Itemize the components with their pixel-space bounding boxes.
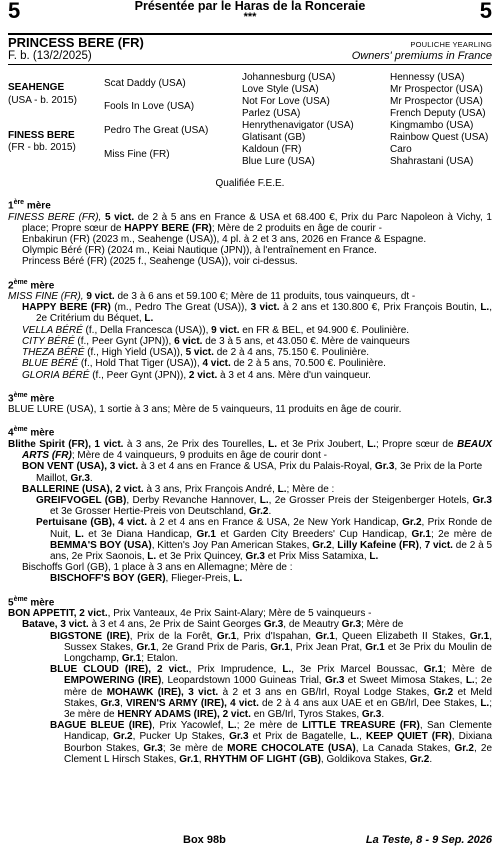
- produce-entry: Princess Béré (FR) (2025 f., Seahenge (USA)), voir ci-dessus.: [22, 256, 298, 268]
- produce-entry: BON VENT (USA), 3 vict. à 3 et 4 ans en France & USA, Prix du Palais-Royal, Gr.3, 3e Prix de la Porte Maillot, Gr.3.: [22, 461, 483, 484]
- pedigree-gen3: Henrythenavigator (USA): [242, 120, 354, 131]
- pedigree-gen3: Kaldoun (FR): [242, 144, 302, 155]
- pedigree-gen3: Johannesburg (USA): [242, 72, 336, 83]
- pedigree-gen3: Love Style (USA): [242, 84, 319, 95]
- produce-entry: BISCHOFF'S BOY (GER), Flieger-Preis, L.: [50, 573, 243, 585]
- pedigree-sire: SEAHENGE: [8, 82, 65, 93]
- pedigree-gen2: Miss Fine (FR): [104, 149, 170, 160]
- pedigree-sire-info: (USA - b. 2015): [8, 95, 77, 106]
- pedigree-gen3: Not For Love (USA): [242, 96, 330, 107]
- pedigree-gen4: Rainbow Quest (USA): [390, 132, 489, 143]
- produce-entry: Enbakirun (FR) (2023 m., Seahenge (USA)), 4 pl. à 2 et 3 ans, 2026 en France & Espagne.: [22, 233, 427, 245]
- pedigree-gen4: Caro: [390, 144, 412, 155]
- lot-number-right: 5: [479, 0, 492, 23]
- produce-entry: BALLERINE (USA), 2 vict. à 3 ans, Prix François André, L.; Mère de :: [22, 483, 335, 495]
- section-heading: 2ème mère: [8, 278, 55, 291]
- produce-entry: GLORIA BÉRÉ (f., Peer Gynt (JPN)), 2 vict. à 3 et 4 ans. Mère d'un vainqueur.: [22, 369, 371, 381]
- box-number: Box 98b: [183, 834, 226, 846]
- section-heading: 4ème mère: [8, 426, 55, 439]
- pedigree-gen3: Glatisant (GB): [242, 132, 306, 143]
- pedigree-gen3: Blue Lure (USA): [242, 156, 315, 167]
- presenter-line: Présentée par le Haras de la Ronceraie: [134, 0, 366, 13]
- horse-name: PRINCESS BERE (FR): [8, 35, 144, 50]
- lot-number-left: 5: [8, 0, 21, 23]
- sale-location-date: La Teste, 8 - 9 Sep. 2026: [365, 834, 492, 846]
- produce-record: [8, 197, 492, 765]
- pedigree-dam-info: (FR - bb. 2015): [8, 142, 76, 153]
- horse-description: F. b. (13/2/2025): [8, 50, 92, 62]
- produce-entry: GREIFVOGEL (GB), Derby Revanche Hannover, L., 2e Grosser Preis der Steigenberger Hotels, Gr.3 et 3e Grosser Hertie-Preis von Deutschland, Gr.2.: [36, 494, 492, 518]
- qualification-note: Qualifiée F.E.E.: [215, 178, 285, 189]
- pedigree-gen2: Pedro The Great (USA): [104, 125, 209, 136]
- pedigree-gen2: Scat Daddy (USA): [104, 78, 186, 89]
- produce-entry: BLUE BÉRÉ (f., Hold That Tiger (USA)), 4 vict. de 2 à 5 ans, 70.500 €. Poulinière.: [22, 358, 386, 370]
- pedigree-gen4: Hennessy (USA): [390, 72, 465, 83]
- produce-entry: BIGSTONE (IRE), Prix de la Forêt, Gr.1, Prix d'Ispahan, Gr.1, Queen Elizabeth II Stakes, Gr.1, Sussex Stakes, Gr.1, 2e Grand Prix de Paris, Gr.1, Prix Jean Prat, Gr.1 et 3e Prix du Moulin de Longchamp, Gr.1; Etalon.: [50, 630, 493, 664]
- produce-entry: CITY BÉRÉ (f., Peer Gynt (JPN)), 6 vict. de 3 à 5 ans, et 43.050 €. Mère de vainqueurs: [22, 335, 410, 347]
- section-heading: 3ème mère: [8, 391, 55, 405]
- produce-entry: BLUE CLOUD (IRE), 2 vict., Prix Imprudence, L., 3e Prix Marcel Boussac, Gr.1; Mère de EMPOWERING (IRE), Leopardstown 1000 Guineas Trial, Gr.3 et Sweet Mimosa Stakes, L.; 2e mère de MOHAWK (IRE), 3 vict. à 2 et 3 ans en GB/Irl, Royal Lodge Stakes, Gr.2 et Meld Stakes, Gr.3, VIREN'S ARMY (IRE), 4 vict. de 2 à 4 ans aux UAE et en GB/Irl, Dee Stakes, L.; 3e mère de HENRY ADAMS (IRE), 2 vict. en GB/Irl, Tyros Stakes, Gr.3.: [50, 664, 493, 720]
- pedigree-gen4: French Deputy (USA): [390, 108, 486, 119]
- pedigree-dam: FINESS BERE: [8, 130, 75, 141]
- produce-entry: VELLA BÉRÉ (f., Della Francesca (USA)), 9 vict. en FR & BEL, et 94.900 €. Poulinière.: [22, 324, 410, 336]
- produce-entry: Pertuisane (GB), 4 vict. à 2 et 4 ans en France & USA, 2e New York Handicap, Gr.2, Prix Ronde de Nuit, L. et 3e Diana Handicap, Gr.1 et Garden City Breeders' Cup Handicap, Gr.1; 2e mère de BEMMA'S BOY (USA), Kitten's Joy Pan American Stakes, Gr.2, Lilly Kafeine (FR), 7 vict. de 2 à 5 ans, 2e Prix Saonois, L. et 3e Prix Quincey, Gr.3 et Prix Miss Satamixa, L.: [36, 517, 493, 562]
- produce-entry: Bischoffs Gorl (GB), 1 place à 3 ans en Allemagne; Mère de :: [22, 562, 293, 574]
- produce-entry: HAPPY BERE (FR) (m., Pedro The Great (USA)), 3 vict. à 2 ans et 130.800 €, Prix François Boutin, L., 2e Critérium du Béquet, L.: [22, 302, 492, 325]
- produce-entry: Batave, 3 vict. à 3 et 4 ans, 2e Prix de Saint Georges Gr.3, de Meautry Gr.3; Mère de: [22, 619, 404, 631]
- dam-entry: BON APPETIT, 2 vict., Prix Vanteaux, 4e Prix Saint-Alary; Mère de 5 vainqueurs -: [8, 608, 372, 620]
- pedigree-gen4: Mr Prospector (USA): [390, 84, 483, 95]
- dam-entry: FINESS BERE (FR), 5 vict. de 2 à 5 ans en France & USA et 68.400 €, Prix du Parc Napoleon à Vichy, 1 place; Propre sœur de HAPPY BERE (FR); Mère de 2 produits en âge de courir -: [8, 211, 492, 234]
- produce-entry: THEZA BÉRÉ (f., High Yield (USA)), 5 vict. de 2 à 4 ans, 75.150 €. Poulinière.: [22, 347, 370, 359]
- produce-entry: BAGUE BLEUE (IRE), Prix Yacowlef, L.; 2e mère de LITTLE TREASURE (FR), San Clemente Handicap, Gr.2, Pucker Up Stakes, Gr.3 et Prix de Bagatelle, L., KEEP QUIET (FR), Dixiana Bourbon Stakes, Gr.3; 3e mère de MORE CHOCOLATE (USA), La Canada Stakes, Gr.2, 2e Clement L Hirsch Stakes, Gr.1, RHYTHM OF LIGHT (GB), Goldikova Stakes, Gr.2.: [50, 720, 493, 765]
- section-heading: 1ère mère: [8, 199, 51, 212]
- dam-entry: BLUE LURE (USA), 1 sortie à 3 ans; Mère de 5 vainqueurs, 11 produits en âge de courir.: [8, 404, 402, 416]
- horse-header: [8, 33, 492, 65]
- section-heading: 5ème mère: [8, 595, 55, 608]
- pedigree-gen4: Mr Prospector (USA): [390, 96, 483, 107]
- pedigree-gen4: Shahrastani (USA): [390, 156, 474, 167]
- stars-mark: ***: [243, 11, 257, 23]
- pedigree-gen2: Fools In Love (USA): [104, 101, 195, 112]
- pedigree-gen3: Parlez (USA): [242, 108, 301, 119]
- category-label: POULICHE YEARLING: [410, 40, 492, 49]
- dam-entry: MISS FINE (FR), 9 vict. de 3 à 6 ans et 59.100 €; Mère de 11 produits, tous vainqueurs, dt -: [8, 291, 416, 303]
- dam-entry: Blithe Spirit (FR), 1 vict. à 3 ans, 2e Prix des Tourelles, L. et 3e Prix Joubert, L.; Propre sœur de BEAUX ARTS (FR); Mère de 4 vainqueurs, 9 produits en âge de courir dont -: [8, 438, 492, 462]
- header-bottom-rule: [8, 64, 492, 65]
- produce-entry: Olympic Béré (FR) (2024 m., Keiai Nautique (JPN)), à l'entraînement en France.: [22, 245, 377, 257]
- owners-premiums-note: Owners' premiums in France: [351, 50, 492, 62]
- pedigree-gen4: Kingmambo (USA): [390, 120, 474, 131]
